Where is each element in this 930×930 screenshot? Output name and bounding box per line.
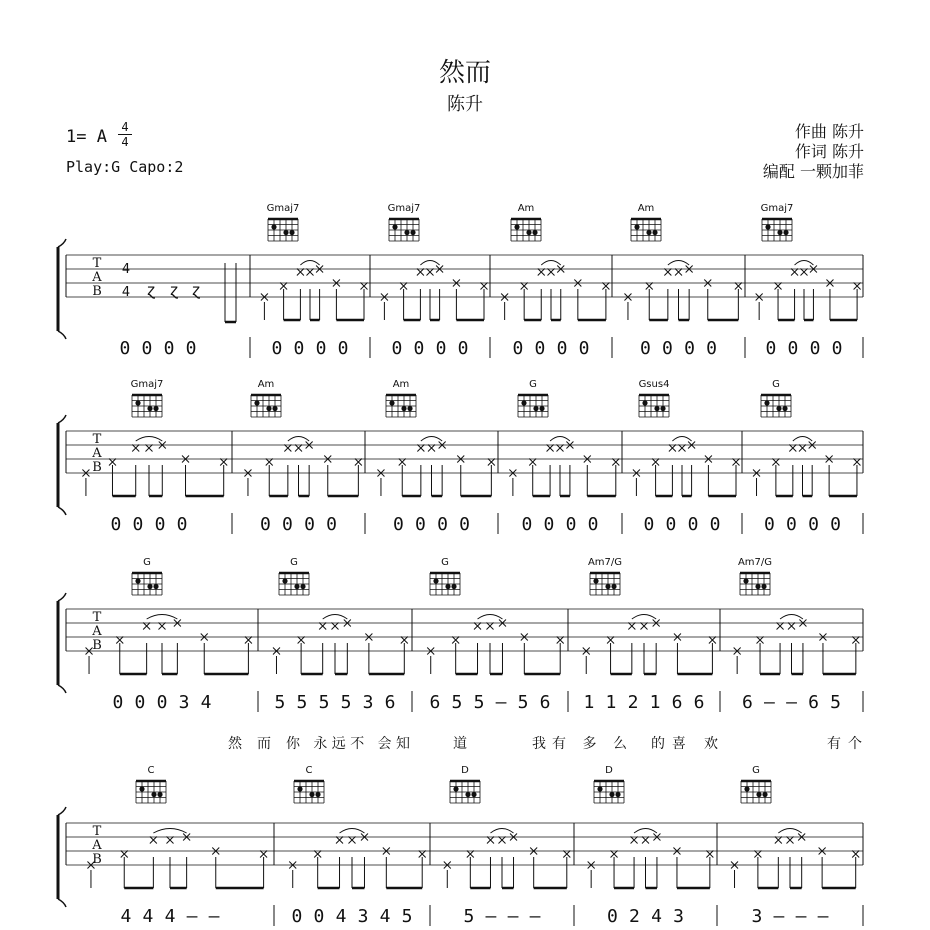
tab-note-mark (143, 623, 150, 630)
rest-mark: ɀ (192, 281, 200, 299)
chord-dot (743, 578, 748, 583)
tie-arc (147, 615, 178, 620)
chord-name: G (752, 765, 760, 776)
tab-note-mark (260, 851, 267, 858)
chord-name: C (147, 765, 155, 776)
chord-dot (533, 406, 538, 411)
system-bracket-hook (58, 685, 66, 693)
chord-dot (153, 406, 158, 411)
chord-dot (762, 792, 767, 797)
tie-arc (340, 829, 365, 834)
tab-note-mark (775, 837, 782, 844)
tab-note-mark (612, 459, 619, 466)
chord-dot (783, 230, 788, 235)
chord-dot (283, 230, 288, 235)
chord-name: G (290, 557, 298, 568)
chord-dot (392, 224, 397, 229)
chord-dot (451, 584, 456, 589)
tab-note-mark (791, 269, 798, 276)
chord-dot (289, 230, 294, 235)
tab-note-mark (669, 445, 676, 452)
chord-dot (254, 400, 259, 405)
tab-letter: A (92, 624, 102, 639)
tab-note-mark (642, 837, 649, 844)
tab-note-mark (706, 851, 713, 858)
tab-note-mark (733, 459, 740, 466)
tab-note-mark (428, 445, 435, 452)
tab-letter: A (92, 446, 102, 461)
numbered-notation: 5 5 5 5 3 6 (274, 692, 396, 713)
tie-arc (672, 437, 691, 442)
tab-note-mark (280, 283, 287, 290)
tab-note-mark (607, 637, 614, 644)
chord-name: Gmaj7 (387, 203, 421, 214)
time-signature-top: 4 (121, 120, 129, 134)
tab-note-mark (167, 837, 174, 844)
numbered-notation: 5 – – – (463, 906, 541, 927)
tab-note-mark (788, 623, 795, 630)
tab-letter: B (92, 852, 102, 867)
chord-dot (309, 792, 314, 797)
tab-note-mark (307, 269, 314, 276)
chord-dot (453, 786, 458, 791)
lyric: 然而 (228, 736, 271, 752)
chord-dot (471, 792, 476, 797)
tab-note-mark (754, 851, 761, 858)
tab-note-mark (220, 459, 227, 466)
tie-arc (632, 615, 656, 620)
tie-arc (300, 261, 319, 266)
tab-note-mark (146, 445, 153, 452)
tab-note-mark (641, 623, 648, 630)
numbered-notation: 0 0 0 0 (393, 514, 470, 535)
chord-dot (611, 584, 616, 589)
chord-dot (135, 400, 140, 405)
tab-note-mark (777, 623, 784, 630)
chord-name: Gmaj7 (266, 203, 300, 214)
chord-dot (634, 224, 639, 229)
tab-note-mark (336, 837, 343, 844)
tie-arc (550, 437, 570, 442)
tab-letter: A (92, 270, 102, 285)
tab-note-mark (772, 459, 779, 466)
chord-dot (642, 400, 647, 405)
system-bracket-hook (58, 415, 66, 423)
numbered-notation: 0 0 0 0 (512, 338, 590, 359)
tab-letter: T (92, 610, 102, 625)
tab-note-mark (419, 851, 426, 858)
numbered-notation: 0 0 4 3 4 5 (291, 906, 413, 927)
chord-diagram (631, 219, 661, 241)
lyric: 道 (453, 736, 467, 752)
chord-name: D (605, 765, 613, 776)
chord-dot (151, 792, 156, 797)
credit-composer: 作曲 陈升 (794, 122, 864, 141)
chord-dot (153, 584, 158, 589)
chord-diagram (430, 573, 460, 595)
numbered-notation: 0 0 0 0 (119, 338, 197, 359)
chord-dot (744, 786, 749, 791)
play-capo: Play:G Capo:2 (66, 158, 184, 176)
tab-note-mark (854, 283, 861, 290)
chord-dot (147, 584, 152, 589)
chord-dot (147, 406, 152, 411)
chord-dot (521, 400, 526, 405)
tab-note-mark (399, 459, 406, 466)
tab-letter: B (92, 284, 102, 299)
tab-note-mark (675, 269, 682, 276)
chord-dot (410, 230, 415, 235)
tab-time-bottom: 4 (121, 285, 131, 300)
tab-note-mark (452, 637, 459, 644)
numbered-notation: 0 0 0 0 (765, 338, 843, 359)
chord-diagram (518, 395, 548, 417)
tie-arc (136, 437, 163, 442)
key-signature: 1= A (66, 127, 107, 147)
chord-diagram (386, 395, 416, 417)
chord-dot (272, 406, 277, 411)
tab-note-mark (547, 445, 554, 452)
numbered-notation: 0 0 0 0 (521, 514, 599, 535)
tab-letter: T (92, 824, 102, 839)
numbered-notation: 0 0 0 0 (391, 338, 469, 359)
system-bracket-hook (58, 807, 66, 815)
numbered-notation: 6 5 5 – 5 6 (429, 692, 551, 713)
chord-dot (526, 230, 531, 235)
chord-dot (765, 224, 770, 229)
chord-name: Gmaj7 (760, 203, 794, 214)
tab-note-mark (499, 837, 506, 844)
tab-note-mark (735, 283, 742, 290)
chord-name: D (461, 765, 469, 776)
credit-arranger: 编配 一颗加菲 (762, 162, 864, 181)
tab-note-mark (853, 459, 860, 466)
tab-note-mark (757, 637, 764, 644)
tie-arc (490, 829, 513, 834)
tie-arc (153, 829, 186, 834)
tab-note-mark (646, 283, 653, 290)
numbered-notation: 4 4 4 – – (120, 906, 220, 927)
numbered-notation: 0 2 4 3 (607, 906, 684, 927)
tie-arc (634, 829, 657, 834)
numbered-notation: 0 0 0 0 (271, 338, 349, 359)
chord-dot (404, 230, 409, 235)
tab-note-mark (116, 637, 123, 644)
tab-letter: B (92, 460, 102, 475)
tie-arc (795, 261, 814, 266)
lyric: 有个 (827, 736, 862, 752)
tab-note-mark (481, 283, 488, 290)
rest-mark: ɀ (147, 281, 155, 299)
chord-dot (433, 578, 438, 583)
tab-note-mark (775, 283, 782, 290)
tab-note-mark (159, 623, 166, 630)
tab-letter: T (92, 432, 102, 447)
chord-dot (660, 406, 665, 411)
system-bracket-hook (58, 507, 66, 515)
tab-letter: A (92, 838, 102, 853)
chord-dot (297, 786, 302, 791)
tab-note-mark (563, 851, 570, 858)
chord-dot (139, 786, 144, 791)
tab-note-mark (602, 283, 609, 290)
tab-note-mark (297, 269, 304, 276)
tie-arc (778, 829, 801, 834)
chord-diagram (132, 573, 162, 595)
chord-dot (300, 584, 305, 589)
tab-note-mark (679, 445, 686, 452)
chord-dot (761, 584, 766, 589)
tie-arc (478, 615, 503, 620)
tab-note-mark (401, 637, 408, 644)
tab-note-mark (799, 445, 806, 452)
tab-letter: B (92, 638, 102, 653)
tab-note-mark (789, 445, 796, 452)
chord-dot (755, 584, 760, 589)
chord-diagram (268, 219, 298, 241)
chord-diagram (639, 395, 669, 417)
tab-time-top: 4 (121, 262, 131, 277)
tab-note-mark (787, 837, 794, 844)
tab-note-mark (557, 637, 564, 644)
chord-dot (756, 792, 761, 797)
chord-diagram (294, 781, 324, 803)
tab-note-mark (298, 637, 305, 644)
tab-note-mark (314, 851, 321, 858)
credit-lyricist: 作词 陈升 (794, 142, 864, 161)
chord-dot (777, 230, 782, 235)
chord-name: Am (257, 379, 275, 390)
tab-note-mark (417, 269, 424, 276)
chord-name: G (143, 557, 151, 568)
tab-note-mark (355, 459, 362, 466)
chord-dot (782, 406, 787, 411)
chord-dot (465, 792, 470, 797)
tab-note-mark (132, 445, 139, 452)
tie-arc (323, 615, 348, 620)
tab-note-mark (467, 851, 474, 858)
chord-dot (776, 406, 781, 411)
time-signature-bottom: 4 (121, 135, 129, 149)
tab-note-mark (709, 637, 716, 644)
numbered-notation: 3 – – – (751, 906, 829, 927)
chord-dot (532, 230, 537, 235)
tab-note-mark (628, 623, 635, 630)
tab-note-mark (109, 459, 116, 466)
chord-diagram (389, 219, 419, 241)
tab-note-mark (557, 445, 564, 452)
tab-note-mark (611, 851, 618, 858)
tab-note-mark (538, 269, 545, 276)
chord-name: Gmaj7 (130, 379, 164, 390)
chord-name: C (305, 765, 313, 776)
chord-diagram (251, 395, 281, 417)
numbered-notation: 0 0 0 3 4 (112, 692, 212, 713)
chord-diagram (279, 573, 309, 595)
chord-name: G (441, 557, 449, 568)
tab-note-mark (548, 269, 555, 276)
chord-dot (157, 792, 162, 797)
chord-name: G (772, 379, 780, 390)
chord-diagram (594, 781, 624, 803)
tab-note-mark (801, 269, 808, 276)
chord-dot (539, 406, 544, 411)
tab-note-mark (487, 837, 494, 844)
tab-note-mark (284, 445, 291, 452)
tie-arc (793, 437, 812, 442)
tab-note-mark (521, 283, 528, 290)
tab-note-mark (349, 837, 356, 844)
tab-note-mark (417, 445, 424, 452)
system-bracket-hook (58, 899, 66, 907)
numbered-notation: 6 – – 6 5 (742, 692, 841, 713)
tie-arc (288, 437, 309, 442)
tab-note-mark (332, 623, 339, 630)
rest-mark: ɀ (170, 281, 178, 299)
chord-dot (135, 578, 140, 583)
tab-note-mark (852, 851, 859, 858)
numbered-notation: 0 0 0 0 (643, 514, 721, 535)
chord-dot (389, 400, 394, 405)
chord-dot (605, 584, 610, 589)
tab-note-mark (361, 283, 368, 290)
lyric: 我有 多 么 (532, 736, 627, 752)
numbered-notation: 1 1 2 1 6 6 (583, 692, 705, 713)
numbered-notation: 0 0 0 0 (260, 514, 337, 535)
chord-dot (315, 792, 320, 797)
chord-dot (615, 792, 620, 797)
lyric: 你 永远不 会知 (286, 736, 410, 752)
chord-dot (646, 230, 651, 235)
chord-diagram (450, 781, 480, 803)
chord-diagram (741, 781, 771, 803)
tie-arc (420, 261, 439, 266)
tab-note-mark (245, 637, 252, 644)
chord-name: Am7/G (737, 557, 773, 568)
chord-diagram (740, 573, 770, 595)
tab-note-mark (266, 459, 273, 466)
song-artist: 陈升 (447, 94, 483, 115)
chord-dot (609, 792, 614, 797)
chord-diagram (762, 219, 792, 241)
chord-diagram (132, 395, 162, 417)
system-bracket-hook (58, 593, 66, 601)
chord-diagram (511, 219, 541, 241)
tab-note-mark (529, 459, 536, 466)
chord-name: Am (637, 203, 655, 214)
tab-note-mark (400, 283, 407, 290)
tab-note-mark (631, 837, 638, 844)
tie-arc (780, 615, 803, 620)
chord-dot (401, 406, 406, 411)
numbered-notation: 0 0 0 0 (640, 338, 717, 359)
tie-arc (668, 261, 689, 266)
chord-dot (597, 786, 602, 791)
chord-diagram (590, 573, 620, 595)
tie-arc (541, 261, 561, 266)
tab-note-mark (488, 459, 495, 466)
tab-note-mark (474, 623, 481, 630)
chord-dot (764, 400, 769, 405)
tab-note-mark (121, 851, 128, 858)
chord-dot (271, 224, 276, 229)
tie-arc (421, 437, 442, 442)
chord-name: Am7/G (587, 557, 623, 568)
tab-note-mark (427, 269, 434, 276)
tab-note-mark (652, 459, 659, 466)
chord-diagram (761, 395, 791, 417)
chord-name: G (529, 379, 537, 390)
chord-dot (514, 224, 519, 229)
chord-dot (282, 578, 287, 583)
chord-dot (654, 406, 659, 411)
song-title: 然而 (438, 58, 491, 88)
chord-diagram (136, 781, 166, 803)
tab-note-mark (319, 623, 326, 630)
tab-note-mark (295, 445, 302, 452)
chord-dot (294, 584, 299, 589)
chord-dot (407, 406, 412, 411)
system-bracket-hook (58, 331, 66, 339)
chord-dot (652, 230, 657, 235)
lyric: 的喜 欢 (651, 736, 718, 752)
tab-letter: T (92, 256, 102, 271)
tab-note-mark (487, 623, 494, 630)
chord-dot (593, 578, 598, 583)
chord-dot (266, 406, 271, 411)
chord-name: Am (517, 203, 535, 214)
chord-dot (445, 584, 450, 589)
numbered-notation: 0 0 0 0 (764, 514, 841, 535)
tab-note-mark (852, 637, 859, 644)
chord-name: Am (392, 379, 410, 390)
system-bracket-hook (58, 239, 66, 247)
tab-note-mark (664, 269, 671, 276)
numbered-notation: 0 0 0 0 (110, 514, 188, 535)
tab-note-mark (150, 837, 157, 844)
chord-name: Gsus4 (638, 379, 670, 390)
